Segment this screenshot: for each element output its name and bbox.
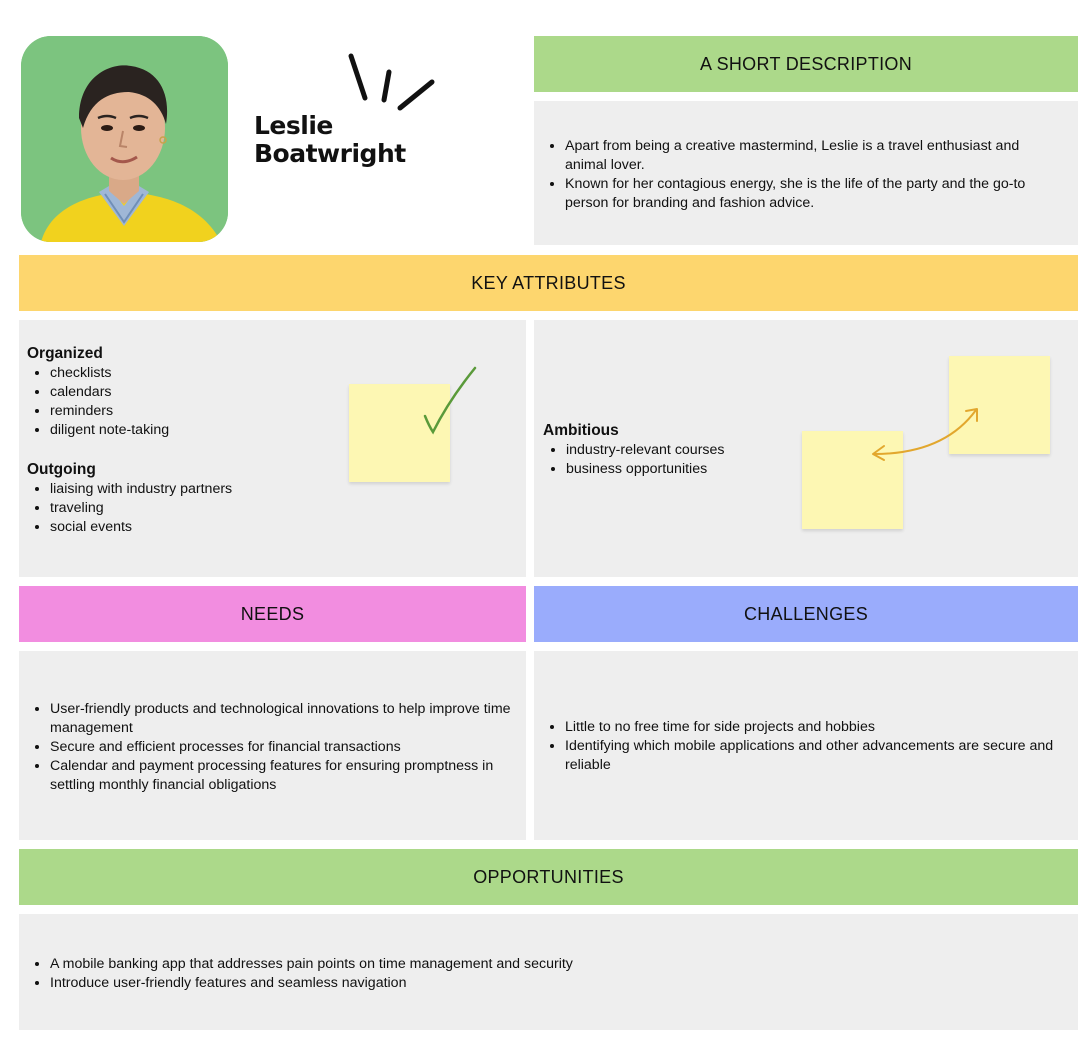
list-item: • Identifying which mobile applications and other advancements are secure and reliable [565, 737, 1062, 775]
list-item: • industry-relevant courses [566, 441, 803, 460]
list-item: • calendars [50, 383, 347, 402]
list-item: • business opportunities [566, 460, 803, 479]
list-item: • A mobile banking app that addresses pain points on time management and security [50, 955, 1078, 974]
persona-name [254, 112, 406, 168]
key-attributes-right-panel [534, 320, 1078, 577]
key-attributes-heading: KEY ATTRIBUTES [471, 272, 626, 293]
needs-heading: NEEDS [240, 603, 305, 624]
description-heading: A SHORT DESCRIPTION [699, 53, 913, 74]
list-item: • Apart from being a creative mastermind, Leslie is a travel enthusiast and animal lover. [565, 137, 1062, 175]
list-item: • Secure and efficient processes for financial transactions [50, 738, 518, 757]
curved-arrow-icon [864, 400, 984, 470]
challenges-heading: CHALLENGES [743, 603, 869, 624]
list-item: • liaising with industry partners [50, 480, 347, 499]
attribute-title: Outgoing [27, 461, 96, 478]
list-item: • reminders [50, 402, 347, 421]
sparkle-lines-decoration [346, 52, 438, 114]
list-item: • social events [50, 518, 347, 537]
needs-list [19, 700, 518, 795]
checkmark-icon [421, 364, 483, 438]
key-attributes-header [19, 255, 1078, 311]
attribute-title: Organized [27, 345, 103, 362]
last-name: Boatwright [254, 139, 406, 168]
opportunities-list [19, 955, 1078, 993]
attribute-title: Ambitious [543, 422, 619, 439]
list-item: • Calendar and payment processing features for ensuring promptness in settling monthly financial obligations [50, 757, 518, 795]
first-name: Leslie [254, 111, 333, 140]
list-item: • Introduce user-friendly features and seamless navigation [50, 974, 1078, 993]
list-item: • traveling [50, 499, 347, 518]
list-item: • checklists [50, 364, 347, 383]
needs-panel [19, 651, 526, 840]
avatar [21, 36, 228, 242]
challenges-list [534, 718, 1062, 775]
list-item: • diligent note-taking [50, 421, 347, 440]
opportunities-panel [19, 914, 1078, 1030]
description-header [534, 36, 1078, 92]
challenges-header [534, 586, 1078, 642]
attribute-group-ambitious [543, 421, 803, 479]
opportunities-header [19, 849, 1078, 905]
attribute-list [27, 364, 347, 440]
portrait-photo [21, 36, 228, 242]
description-panel [534, 101, 1078, 245]
key-attributes-left-panel [19, 320, 526, 577]
list-item: • Known for her contagious energy, she is the life of the party and the go-to person for branding and fashion advice. [565, 175, 1062, 213]
list-item: • Little to no free time for side projects and hobbies [565, 718, 1062, 737]
needs-header [19, 586, 526, 642]
list-item: • User-friendly products and technological innovations to help improve time management [50, 700, 518, 738]
attribute-list [543, 441, 803, 479]
opportunities-heading: OPPORTUNITIES [473, 866, 624, 887]
challenges-panel [534, 651, 1078, 840]
description-list [534, 137, 1062, 213]
attribute-group-organized [27, 344, 347, 440]
attribute-list [27, 480, 347, 537]
attribute-group-outgoing [27, 460, 347, 537]
